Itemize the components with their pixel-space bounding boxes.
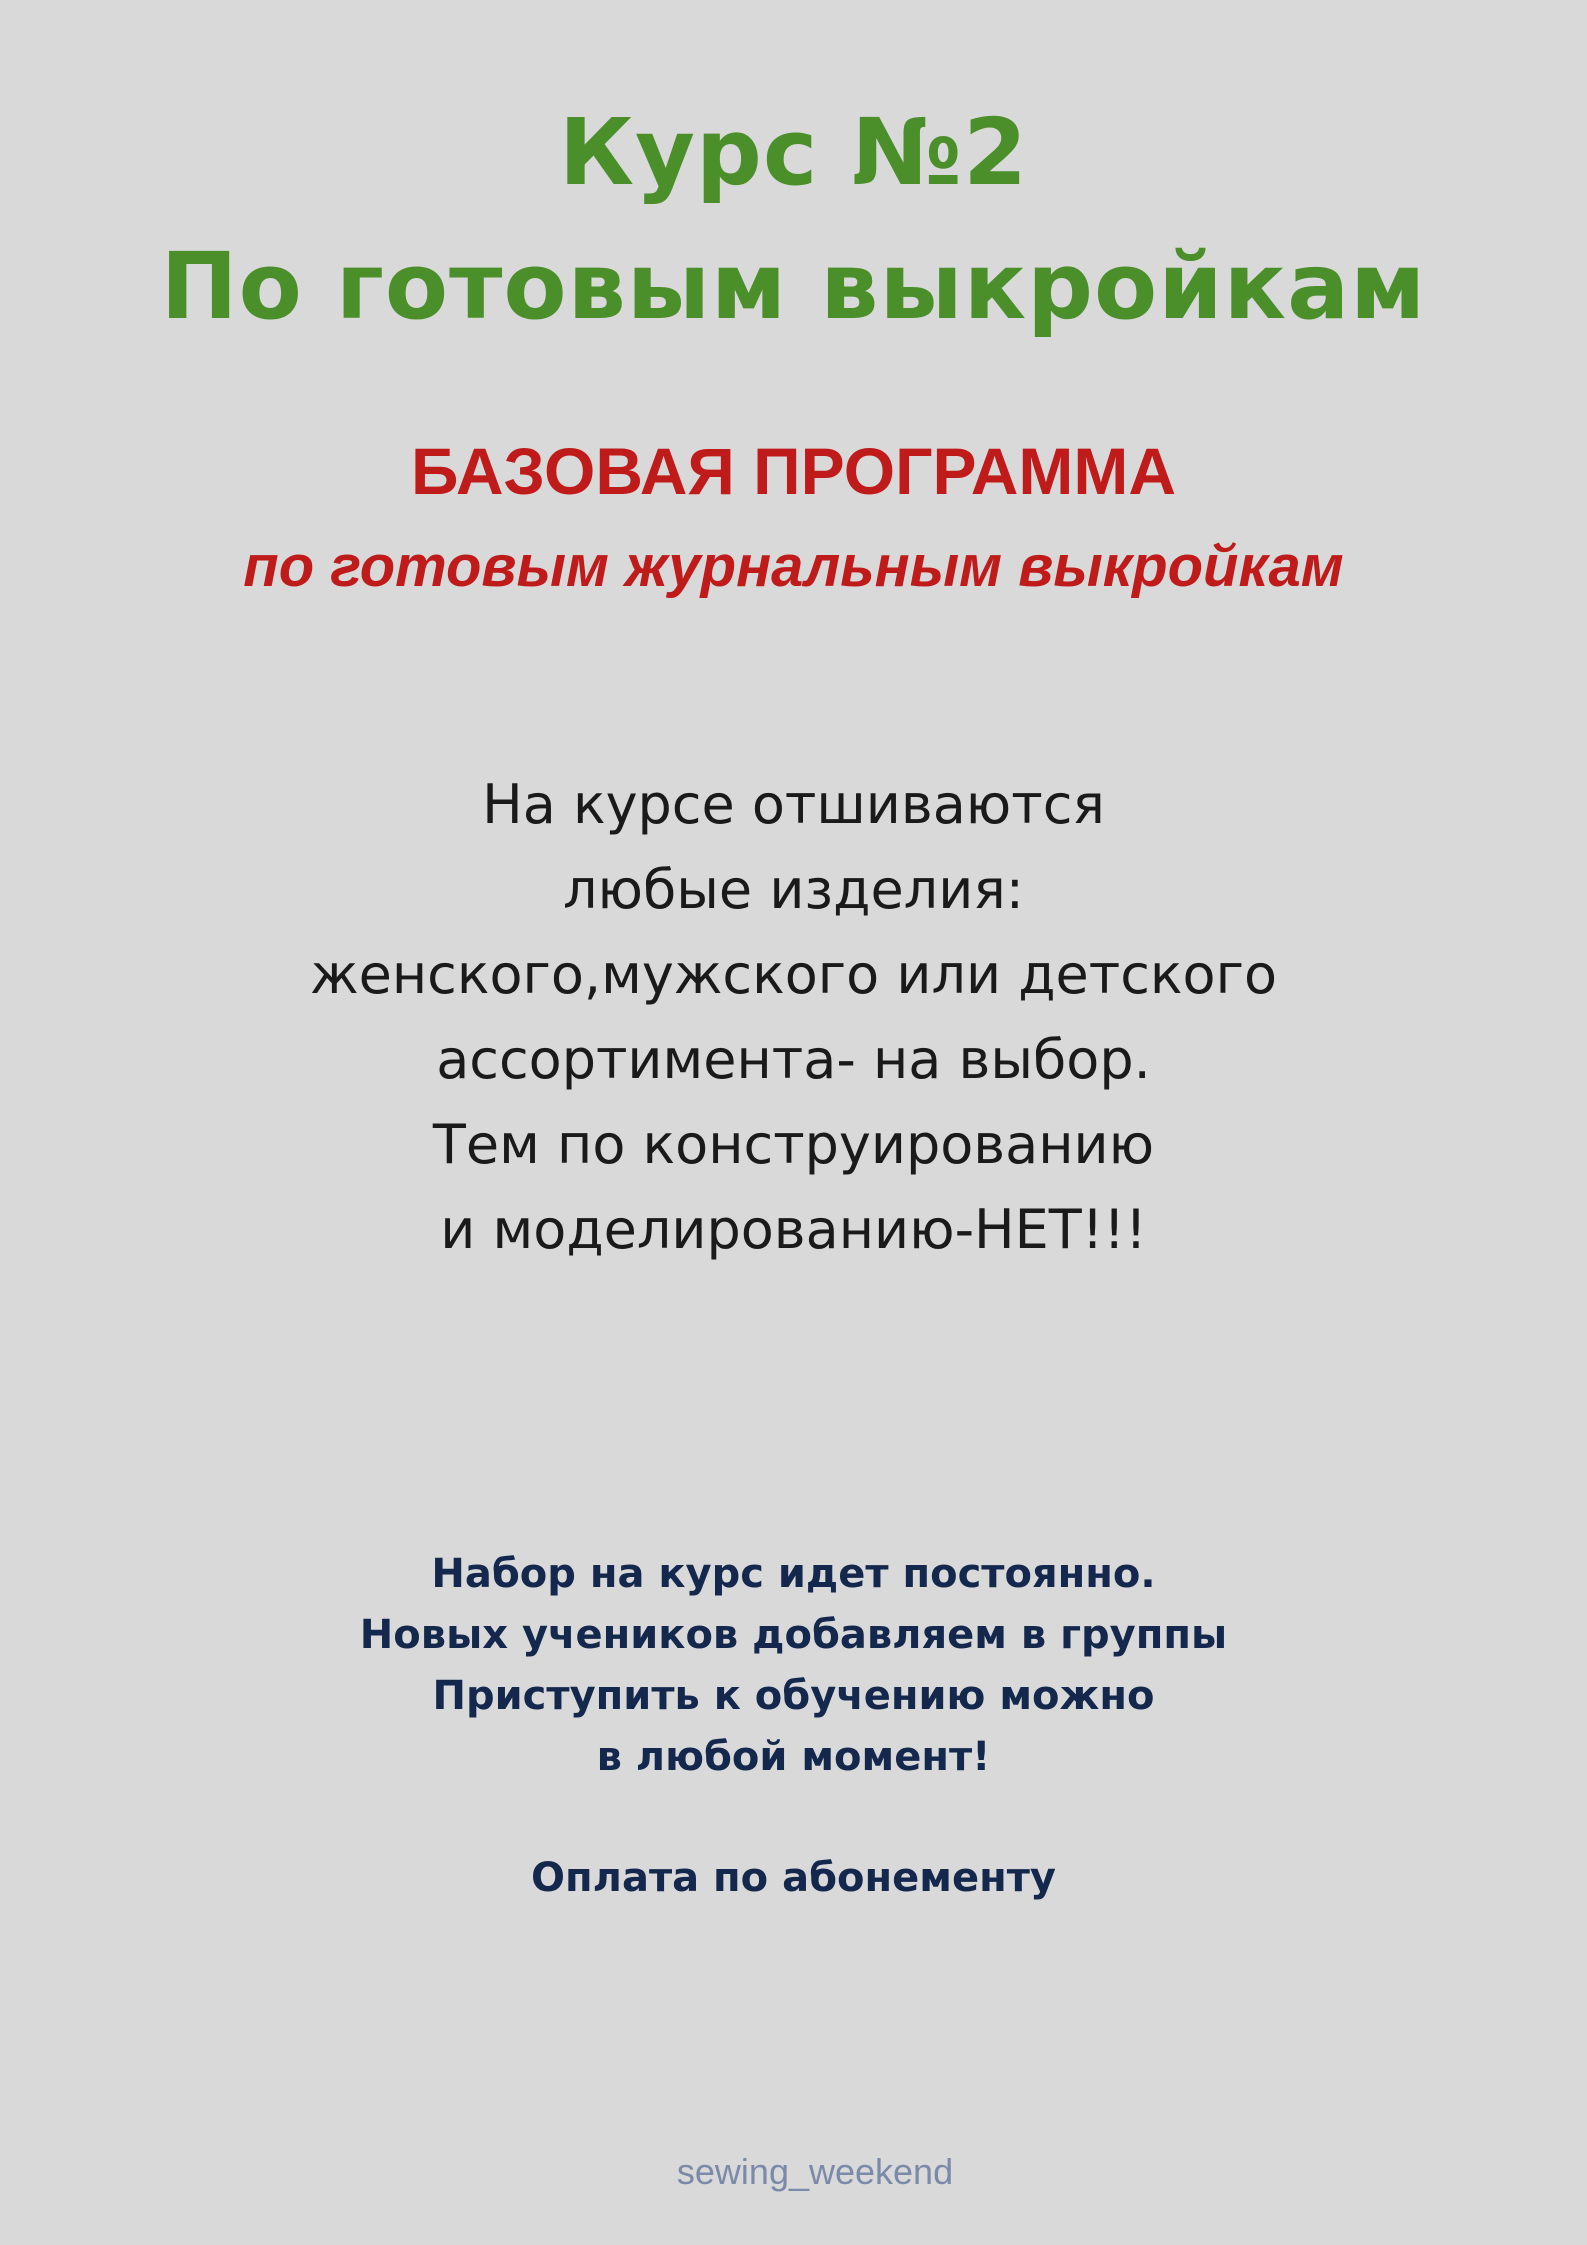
program-subtitle: по готовым журнальным выкройкам <box>243 534 1344 599</box>
course-number-title: Курс №2 <box>558 99 1029 206</box>
footer-handle: sewing_weekend <box>676 2151 954 2192</box>
course-description <box>0 762 1587 1272</box>
enrollment-line: Набор на курс идет постоянно. <box>431 1551 1156 1597</box>
program-title: БАЗОВАЯ ПРОГРАММА <box>410 434 1177 508</box>
description-line: женского,мужского или детского <box>310 943 1277 1006</box>
description-line: любые изделия: <box>563 858 1024 921</box>
enrollment-info <box>0 1544 1587 1788</box>
course-name-title: По готовым выкройкам <box>160 233 1427 340</box>
description-line: На курсе отшиваются <box>482 773 1105 836</box>
enrollment-line: в любой момент! <box>596 1734 991 1780</box>
enrollment-line: Приступить к обучению можно <box>432 1673 1155 1719</box>
description-line: Тем по конструированию <box>432 1113 1155 1176</box>
payment-note: Оплата по абонементу <box>531 1855 1056 1901</box>
enrollment-line: Новых учеников добавляем в группы <box>359 1612 1228 1658</box>
description-line: и моделированию-НЕТ!!! <box>440 1198 1147 1261</box>
description-line: ассортимента- на выбор. <box>436 1028 1151 1091</box>
